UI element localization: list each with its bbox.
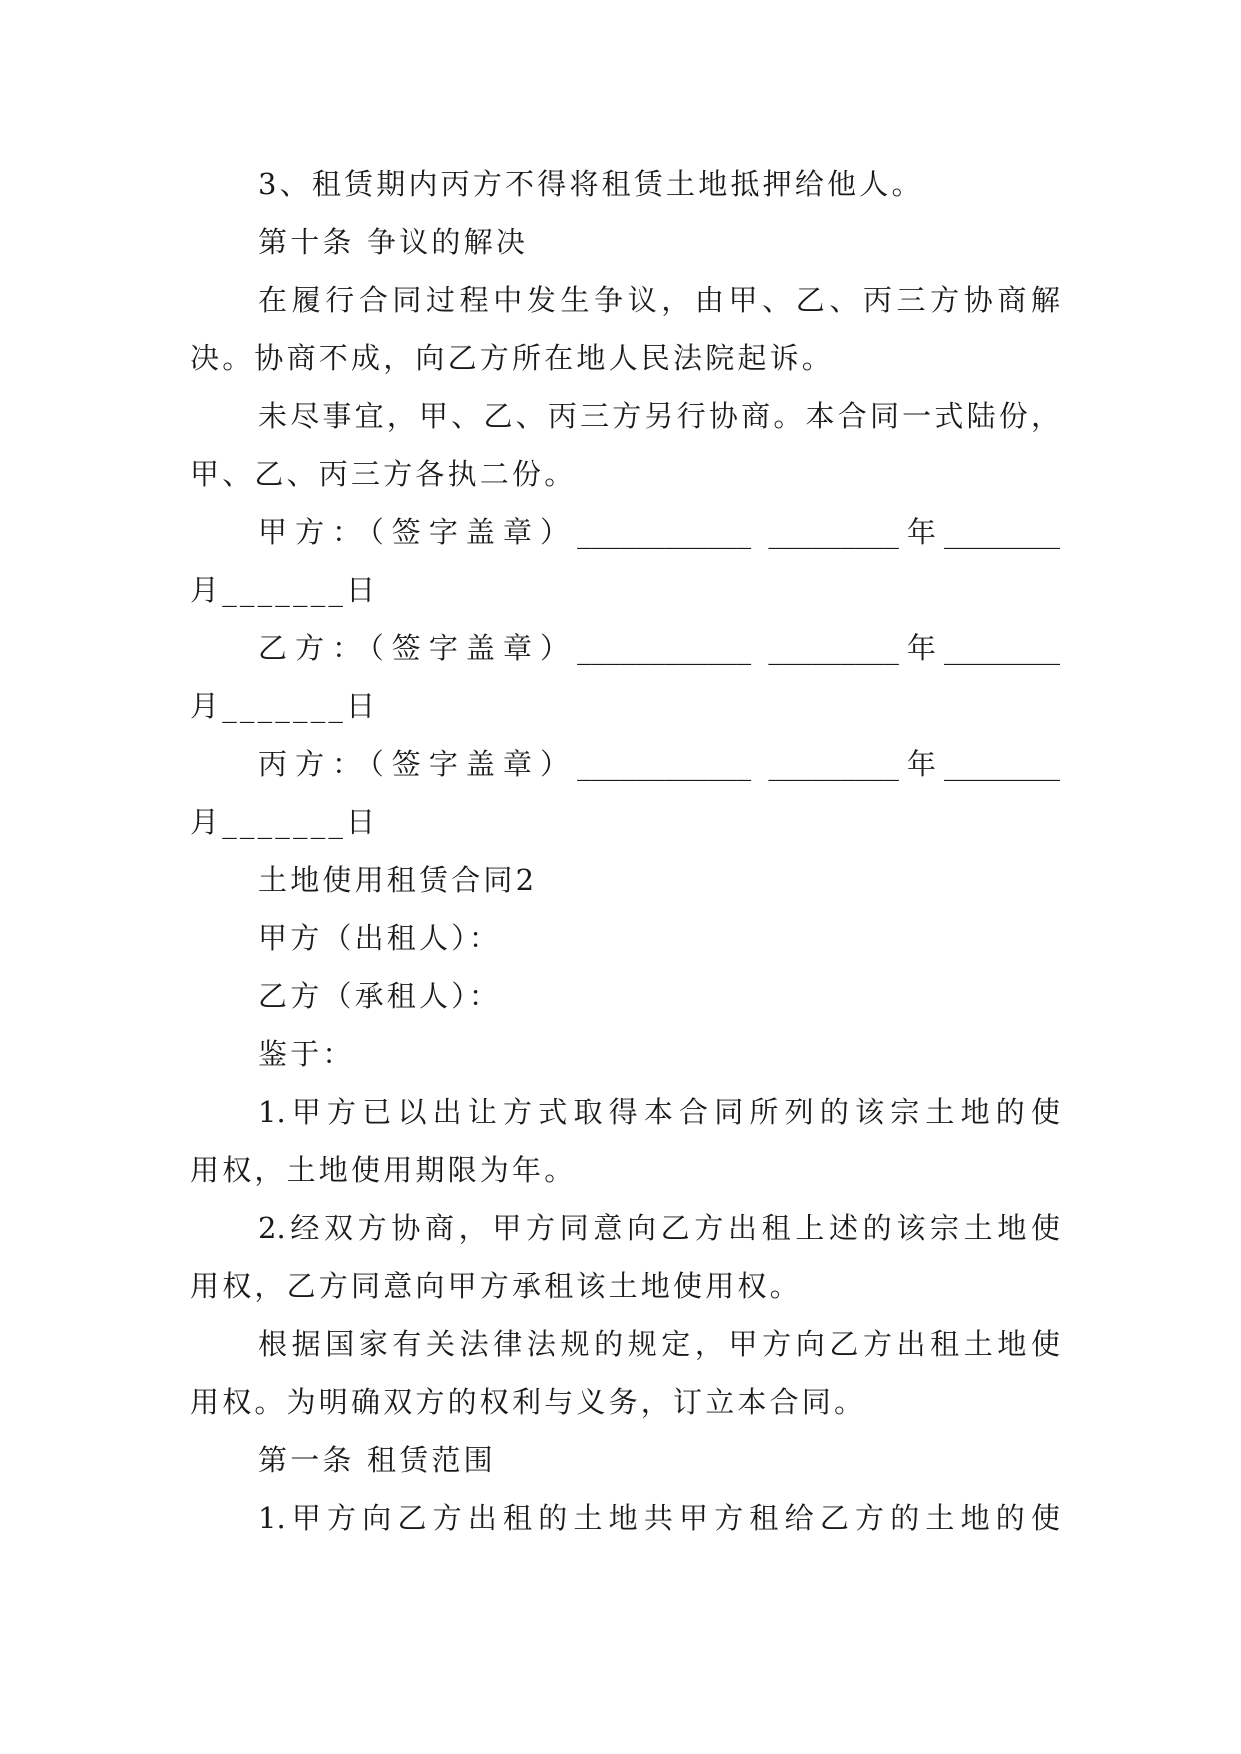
paragraph-line: 在履行合同过程中发生争议，由甲、乙、丙三方协商解 xyxy=(258,283,1060,317)
paragraph-line: 用权，乙方同意向甲方承租该土地使用权。 xyxy=(190,1269,802,1303)
paragraph-line: 2.经双方协商，甲方同意向乙方出租上述的该宗土地使 xyxy=(258,1211,1060,1245)
signature-date-line: 月_______日 xyxy=(190,805,379,839)
signature-date-line: 月_______日 xyxy=(190,573,379,607)
whereas-heading: 鉴于： xyxy=(258,1037,355,1071)
signature-line-party-a: 甲方：（签字盖章）____________ _________年________ xyxy=(258,515,1060,549)
lessor-line: 甲方（出租人）： xyxy=(258,921,502,955)
contract-title: 土地使用租赁合同2 xyxy=(258,863,538,897)
section-heading: 第十条 争议的解决 xyxy=(258,225,529,259)
signature-date-line: 月_______日 xyxy=(190,689,379,723)
signature-line-party-c: 丙方：（签字盖章）____________ _________年________ xyxy=(258,747,1060,781)
paragraph-line: 用权。为明确双方的权利与义务，订立本合同。 xyxy=(190,1385,867,1419)
section-heading: 第一条 租赁范围 xyxy=(258,1443,496,1477)
paragraph-line: 用权，土地使用期限为年。 xyxy=(190,1153,577,1187)
paragraph-line: 3、租赁期内丙方不得将租赁土地抵押给他人。 xyxy=(258,167,924,201)
lessee-line: 乙方（承租人）： xyxy=(258,979,502,1013)
paragraph-line: 决。协商不成，向乙方所在地人民法院起诉。 xyxy=(190,341,835,375)
paragraph-line: 甲、乙、丙三方各执二份。 xyxy=(190,457,577,491)
paragraph-line: 1.甲方已以出让方式取得本合同所列的该宗土地的使 xyxy=(258,1095,1060,1129)
paragraph-line: 根据国家有关法律法规的规定，甲方向乙方出租土地使 xyxy=(258,1327,1060,1361)
paragraph-line: 未尽事宜，甲、乙、丙三方另行协商。本合同一式陆份， xyxy=(258,399,1060,433)
signature-line-party-b: 乙方：（签字盖章）____________ _________年________ xyxy=(258,631,1060,665)
paragraph-line: 1.甲方向乙方出租的土地共甲方租给乙方的土地的使 xyxy=(258,1501,1060,1535)
